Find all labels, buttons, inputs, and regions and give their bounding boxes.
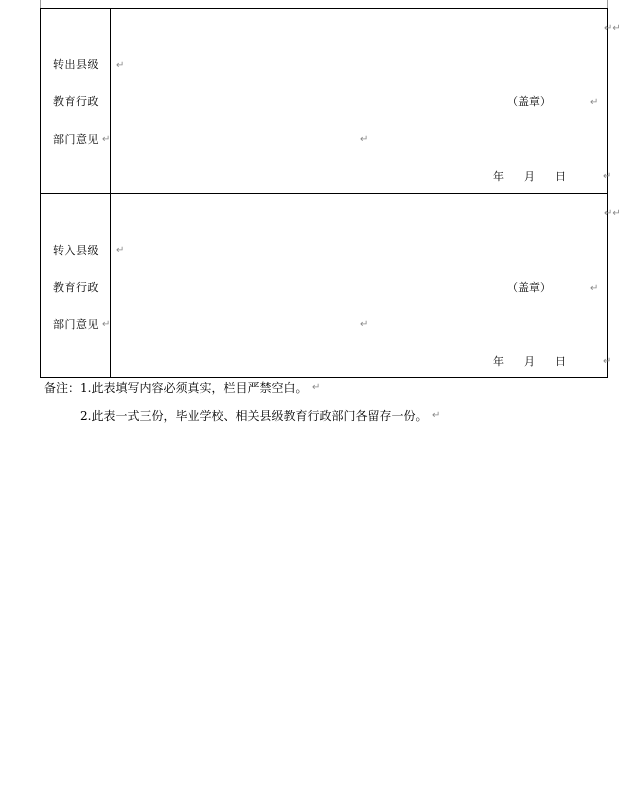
paragraph-mark-icon: ↵ [360, 134, 369, 145]
paragraph-mark-icon: ↵ [360, 319, 369, 330]
incoming-label-line2: 教育行政 [53, 281, 99, 294]
incoming-label-line3: 部门意见 [53, 318, 99, 331]
paragraph-mark-icon: ↵ [116, 245, 125, 256]
column-divider [110, 194, 111, 377]
paragraph-mark-icon: ↵ [603, 171, 612, 182]
crop-mark-left [40, 0, 41, 8]
crop-mark-right [607, 0, 608, 8]
paragraph-mark-icon: ↵ [312, 382, 321, 393]
incoming-seal-label: （盖章） [507, 281, 551, 294]
paragraph-mark-icon: ↵ [102, 319, 111, 330]
paragraph-mark-icon: ↵ [116, 60, 125, 71]
cell-end-mark-icon: ↵↵ [604, 208, 621, 219]
opinion-table [40, 8, 621, 378]
incoming-date-month: 月 [524, 355, 535, 368]
outgoing-date-day: 日 [555, 170, 566, 183]
incoming-opinion-section [41, 193, 621, 377]
note-line-2: 2.此表一式三份，毕业学校、相关县级教育行政部门各留存一份。 [80, 409, 428, 423]
outgoing-label-line1: 转出县级 [53, 58, 99, 71]
outgoing-opinion-section [41, 8, 621, 193]
incoming-date-year: 年 [493, 355, 504, 368]
incoming-label-line1: 转入县级 [53, 244, 99, 257]
cell-end-mark-icon: ↵↵ [604, 23, 621, 34]
note-line-1: 备注：1.此表填写内容必须真实，栏目严禁空白。 [44, 381, 308, 395]
paragraph-mark-icon: ↵ [603, 356, 612, 367]
paragraph-mark-icon: ↵ [102, 134, 111, 145]
column-divider [110, 9, 111, 193]
outgoing-seal-label: （盖章） [507, 95, 551, 108]
outgoing-date-month: 月 [524, 170, 535, 183]
outgoing-label-line2: 教育行政 [53, 95, 99, 108]
paragraph-mark-icon: ↵ [590, 283, 599, 294]
paragraph-mark-icon: ↵ [590, 97, 599, 108]
paragraph-mark-icon: ↵ [432, 410, 441, 421]
incoming-date-day: 日 [555, 355, 566, 368]
outgoing-label-line3: 部门意见 [53, 133, 99, 146]
outgoing-date-year: 年 [493, 170, 504, 183]
